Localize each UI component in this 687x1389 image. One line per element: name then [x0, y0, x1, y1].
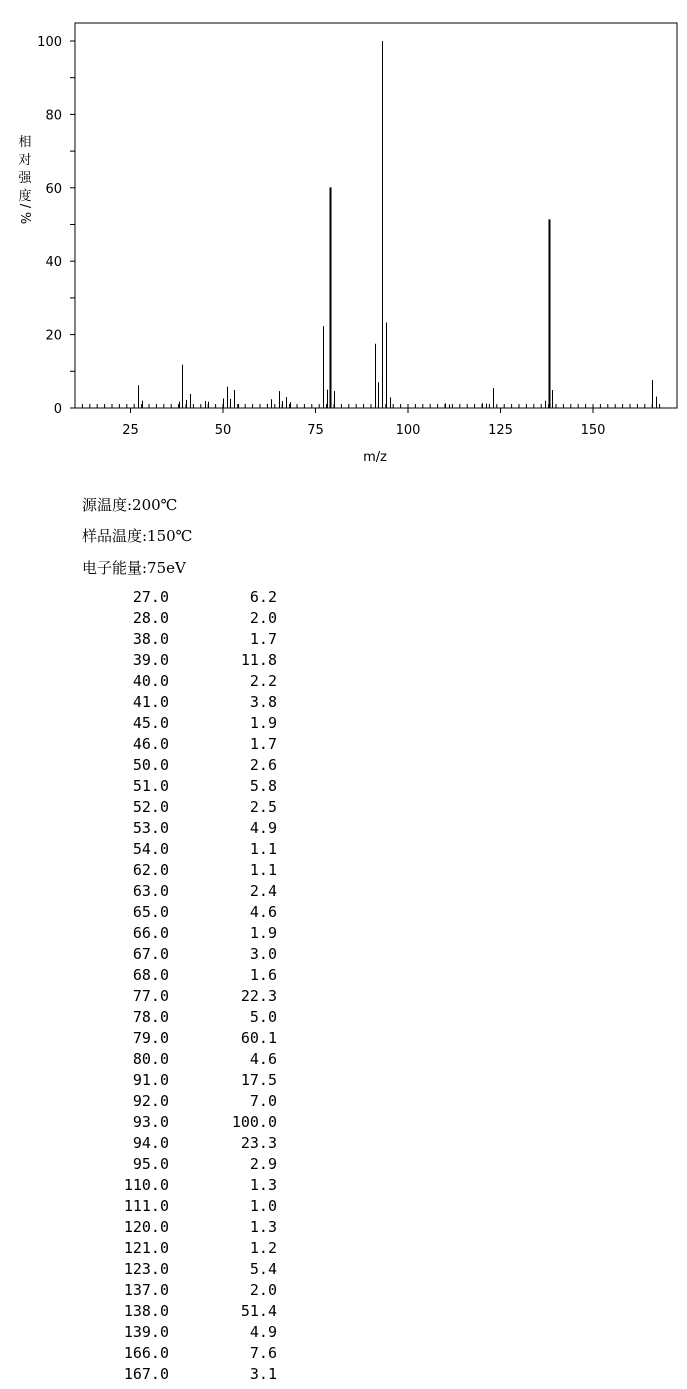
y-axis-label-char: 相: [18, 135, 32, 150]
peak-mz: 63.0: [132, 882, 169, 900]
peak-intensity: 1.7: [249, 735, 277, 753]
peak-intensity: 1.3: [249, 1218, 277, 1236]
peak-row: [95, 1259, 295, 1280]
x-tick-label: 50: [214, 423, 232, 438]
peak-mz: 40.0: [132, 672, 169, 690]
peak-intensity: 1.9: [249, 924, 277, 942]
peak-row: [95, 776, 295, 797]
peak-row: [95, 650, 295, 671]
x-tick-label: 150: [580, 423, 606, 438]
source-temperature: 源温度:200℃: [82, 496, 178, 514]
peak-intensity: 1.3: [249, 1176, 277, 1194]
peak-row: [95, 965, 295, 986]
peak-intensity: 5.4: [249, 1260, 277, 1278]
peak-intensity: 7.6: [249, 1344, 277, 1362]
peak-row: [95, 923, 295, 944]
peak-row: [95, 1322, 295, 1343]
peak-mz: 95.0: [132, 1155, 169, 1173]
peak-row: [95, 1238, 295, 1259]
x-tick-label: 100: [395, 423, 421, 438]
peak-table: [95, 587, 295, 1385]
y-axis: [37, 35, 75, 417]
peak-row: [95, 629, 295, 650]
y-axis-label-char: 度: [18, 189, 32, 204]
peak-row: [95, 1070, 295, 1091]
peak-row: [95, 1028, 295, 1049]
peak-mz: 137.0: [123, 1281, 169, 1299]
peak-mz: 166.0: [123, 1344, 169, 1362]
peak-row: [95, 1301, 295, 1322]
y-tick-label: 100: [37, 35, 62, 50]
peak-mz: 79.0: [132, 1029, 169, 1047]
peak-mz: 54.0: [132, 840, 169, 858]
peak-mz: 78.0: [132, 1008, 169, 1026]
peak-row: [95, 1343, 295, 1364]
peak-row: [95, 839, 295, 860]
y-tick-label: 40: [45, 255, 62, 271]
peak-intensity: 100.0: [231, 1113, 277, 1131]
peak-row: [95, 902, 295, 923]
y-axis-label: [17, 134, 32, 224]
peak-row: [95, 1049, 295, 1070]
peak-row: [95, 860, 295, 881]
peak-mz: 66.0: [132, 924, 169, 942]
peak-row: [95, 608, 295, 629]
peak-mz: 39.0: [132, 651, 169, 669]
peak-mz: 52.0: [132, 798, 169, 816]
peak-mz: 50.0: [132, 756, 169, 774]
peak-mz: 28.0: [132, 609, 169, 627]
peak-mz: 38.0: [132, 630, 169, 648]
peak-mz: 41.0: [132, 693, 169, 711]
peak-row: [95, 1007, 295, 1028]
x-tick-label: 125: [488, 423, 513, 438]
peak-intensity: 4.9: [249, 819, 277, 837]
peak-row: [95, 1133, 295, 1154]
peak-intensity: 22.3: [240, 987, 277, 1005]
x-axis-label: m/z: [363, 450, 387, 465]
peak-mz: 92.0: [132, 1092, 169, 1110]
peak-intensity: 23.3: [240, 1134, 277, 1152]
peak-row: [95, 1280, 295, 1301]
peak-mz: 68.0: [132, 966, 169, 984]
peak-intensity: 2.5: [249, 798, 277, 816]
peak-mz: 80.0: [132, 1050, 169, 1068]
peak-row: [95, 881, 295, 902]
peak-intensity: 2.6: [249, 756, 277, 774]
peak-row: [95, 713, 295, 734]
peak-mz: 138.0: [123, 1302, 169, 1320]
peak-intensity: 2.9: [249, 1155, 277, 1173]
peak-mz: 91.0: [132, 1071, 169, 1089]
y-tick-label: 80: [45, 108, 62, 124]
peak-row: [95, 1112, 295, 1133]
peak-mz: 45.0: [132, 714, 169, 732]
y-axis-label-char: 对: [18, 153, 32, 168]
peak-mz: 77.0: [132, 987, 169, 1005]
peak-mz: 110.0: [123, 1176, 169, 1194]
peak-intensity: 2.0: [249, 1281, 277, 1299]
peak-mz: 51.0: [132, 777, 169, 795]
y-tick-label: 0: [53, 402, 62, 417]
peak-row: [95, 818, 295, 839]
peak-intensity: 2.4: [249, 882, 277, 900]
peak-row: [95, 1217, 295, 1238]
peak-row: [95, 734, 295, 755]
peak-intensity: 2.0: [249, 609, 277, 627]
peak-intensity: 51.4: [240, 1302, 277, 1320]
mass-spectrum-chart: [0, 0, 687, 480]
peak-intensity: 11.8: [240, 651, 277, 669]
peak-row: [95, 587, 295, 608]
y-tick-label: 20: [45, 328, 62, 344]
peak-intensity: 1.6: [249, 966, 277, 984]
peak-mz: 111.0: [123, 1197, 169, 1215]
peak-intensity: 1.7: [249, 630, 277, 648]
peak-intensity: 17.5: [240, 1071, 277, 1089]
electron-energy: 电子能量:75eV: [82, 559, 186, 577]
x-tick-label: 25: [122, 423, 139, 438]
peak-intensity: 1.1: [249, 840, 277, 858]
peak-intensity: 4.9: [249, 1323, 277, 1341]
peak-mz: 120.0: [123, 1218, 169, 1236]
peak-row: [95, 1091, 295, 1112]
peak-mz: 27.0: [132, 588, 169, 606]
peak-mz: 46.0: [132, 735, 169, 753]
peak-intensity: 60.1: [240, 1029, 277, 1047]
peak-intensity: 5.8: [249, 777, 277, 795]
peak-row: [95, 797, 295, 818]
peak-row: [95, 1175, 295, 1196]
peak-mz: 93.0: [132, 1113, 169, 1131]
peak-row: [95, 1196, 295, 1217]
y-axis-label-char: %: [17, 211, 32, 225]
peak-row: [95, 692, 295, 713]
peak-mz: 167.0: [123, 1365, 169, 1383]
peak-row: [95, 671, 295, 692]
peak-row: [95, 755, 295, 776]
x-axis: [122, 408, 605, 438]
peak-intensity: 3.8: [249, 693, 277, 711]
peak-intensity: 1.0: [249, 1197, 277, 1215]
y-tick-label: 60: [45, 181, 62, 197]
y-axis-label-char: 强: [18, 171, 32, 186]
peak-mz: 53.0: [132, 819, 169, 837]
peak-row: [95, 986, 295, 1007]
peak-intensity: 3.1: [249, 1365, 277, 1383]
x-minor-ticks: [82, 404, 659, 408]
peak-mz: 67.0: [132, 945, 169, 963]
peak-mz: 123.0: [123, 1260, 169, 1278]
spectrum-peaks: [139, 41, 657, 408]
sample-temperature: 样品温度:150℃: [82, 527, 193, 545]
peak-intensity: 1.1: [249, 861, 277, 879]
peak-intensity: 7.0: [249, 1092, 277, 1110]
peak-mz: 94.0: [132, 1134, 169, 1152]
peak-row: [95, 1154, 295, 1175]
peak-row: [95, 1364, 295, 1385]
peak-mz: 139.0: [123, 1323, 169, 1341]
peak-mz: 62.0: [132, 861, 169, 879]
x-tick-label: 75: [307, 423, 324, 438]
peak-mz: 121.0: [123, 1239, 169, 1257]
peak-row: [95, 944, 295, 965]
peak-intensity: 1.2: [249, 1239, 277, 1257]
peak-intensity: 4.6: [249, 903, 277, 921]
peak-mz: 65.0: [132, 903, 169, 921]
peak-intensity: 5.0: [249, 1008, 277, 1026]
y-axis-label-char: /: [17, 203, 32, 209]
peak-intensity: 6.2: [249, 588, 277, 606]
peak-intensity: 3.0: [249, 945, 277, 963]
peak-intensity: 1.9: [249, 714, 277, 732]
peak-intensity: 4.6: [249, 1050, 277, 1068]
peak-intensity: 2.2: [249, 672, 277, 690]
